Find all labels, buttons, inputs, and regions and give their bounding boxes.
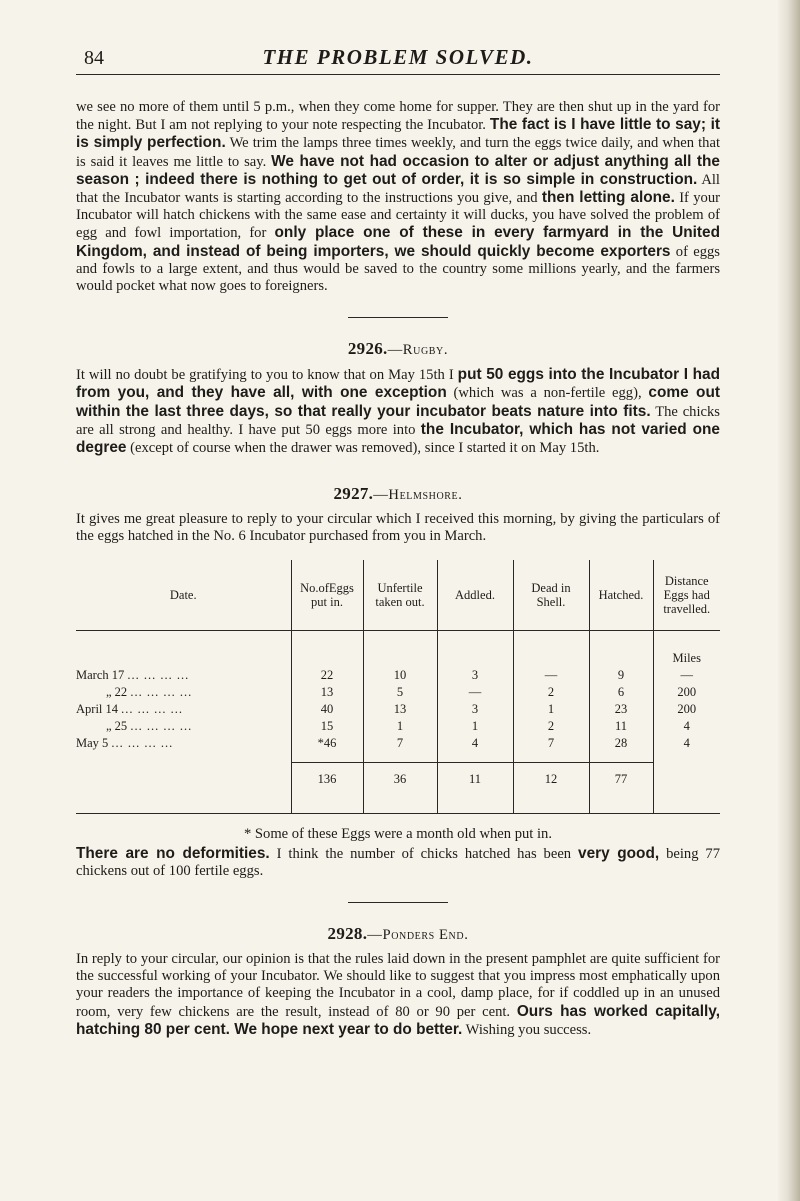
cell-dead: 2 — [513, 718, 589, 735]
cell-hatched: 23 — [589, 701, 653, 718]
paragraph-deformities — [76, 845, 720, 880]
cell-unfertile: 7 — [363, 735, 437, 752]
col-header-eggs: No.ofEggs put in. — [291, 560, 363, 631]
cell-addled: — — [437, 684, 513, 701]
letter-place: —Ponders End. — [367, 927, 469, 944]
table-row — [76, 718, 720, 735]
letter-number: 2928. — [327, 924, 368, 944]
col-header-hatched: Hatched. — [589, 560, 653, 631]
cell-unfertile: 10 — [363, 667, 437, 684]
cell-unfertile: 5 — [363, 684, 437, 701]
cell-hatched: 11 — [589, 718, 653, 735]
total-dead: 12 — [513, 762, 589, 813]
text-run: (which was a non-fertile egg), — [446, 385, 649, 402]
cell-date: „ 22 — [106, 684, 128, 699]
running-title: THE PROBLEM SOLVED. — [262, 45, 534, 69]
separator-rule — [348, 902, 448, 903]
cell-date: „ 25 — [106, 718, 128, 733]
page-header — [76, 44, 720, 75]
page-number: 84 — [84, 47, 104, 69]
cell-dead: 7 — [513, 735, 589, 752]
text-run: of eggs and fowls to a large extent, and thus would be saved to the country some millions yearly, and the farmers would pocket what now goes to foreigners. — [76, 243, 720, 295]
cell-distance: — — [653, 667, 720, 684]
cell-date: April 14 — [76, 701, 119, 716]
letter-heading-2927 — [76, 484, 720, 504]
units-row — [76, 630, 720, 667]
letter-place: —Rugby. — [387, 342, 449, 359]
page-edge-shadow — [778, 0, 800, 1201]
text-run: It will no doubt be gratifying to you to know that on May 15th I — [76, 367, 458, 384]
letter-2926-body — [76, 366, 720, 457]
paragraph-continued — [76, 99, 720, 295]
text-run: In reply to your circular, our opinion is that the rules laid down in the present pamphlet are quite sufficient for the successful working of your Incubator. We should like to suggest that you impress most emphatically upon your readers the importance of keeping the Incubator in a cool, damp place, for if coddled up in an unused room, very few chickens are the result, instead of 80 or 90 per cent. — [76, 951, 720, 1020]
cell-hatched: 6 — [589, 684, 653, 701]
cell-distance: 4 — [653, 718, 720, 735]
table-row — [76, 684, 720, 701]
cell-eggs: *46 — [291, 735, 363, 752]
leader-dots: ... ... ... ... — [121, 701, 184, 716]
bold-run: Ours has worked capitally, hatching 80 per cent. We hope next year to do better. — [76, 1002, 720, 1038]
cell-hatched: 28 — [589, 735, 653, 752]
cell-addled: 3 — [437, 667, 513, 684]
letter-heading-2928 — [76, 924, 720, 944]
text-run: (except of course when the drawer was removed), since I started it on May 15th. — [126, 440, 600, 457]
bold-run: only place one of these in every farmyard in the United Kingdom, and instead of being importers, we should quickly become exporters — [76, 224, 720, 260]
letter-heading-2926 — [76, 339, 720, 359]
col-header-dead: Dead in Shell. — [513, 560, 589, 631]
letter-place: —Helmshore. — [373, 487, 463, 504]
cell-date: March 17 — [76, 667, 125, 682]
col-header-addled: Addled. — [437, 560, 513, 631]
separator-rule — [348, 317, 448, 318]
table-row — [76, 667, 720, 684]
totals-row — [76, 762, 720, 813]
total-eggs: 136 — [291, 762, 363, 813]
letter-number: 2927. — [333, 484, 374, 504]
letter-2928-body — [76, 951, 720, 1039]
cell-dead: 2 — [513, 684, 589, 701]
col-header-distance: Distance Eggs had travelled. — [653, 560, 720, 631]
cell-addled: 4 — [437, 735, 513, 752]
total-addled: 11 — [437, 762, 513, 813]
col-header-date: Date. — [76, 560, 291, 631]
leader-dots: ... ... ... ... — [130, 684, 193, 699]
total-hatched: 77 — [589, 762, 653, 813]
text-run: We trim the lamps three times weekly, and turn the eggs twice daily, and when that is said it leaves me little to say. — [76, 135, 720, 170]
cell-distance: 200 — [653, 684, 720, 701]
text-run: If your Incubator will hatch chickens with the same ease and certainty it will ducks, you have solved the problem of egg and fowl importation, for — [76, 190, 720, 242]
text-run: we see no more of them until 5 p.m., when they come home for supper. They are then shut up in the yard for the night. But I am not replying to your note respecting the Incubator. — [76, 99, 720, 134]
letter-number: 2926. — [347, 339, 388, 359]
bold-run: The fact is I have little to say; it is simply perfection. — [76, 116, 720, 152]
cell-unfertile: 1 — [363, 718, 437, 735]
table-header-row — [76, 560, 720, 631]
text-run: All that the Incubator wants is starting according to the instructions you give, and — [76, 171, 720, 207]
bold-run: come out within the last three days, so that really your incubator beats nature into fits. — [76, 384, 720, 420]
bold-run: very good, — [578, 844, 660, 862]
cell-addled: 1 — [437, 718, 513, 735]
text-run: Wishing you success. — [462, 1021, 592, 1038]
text-run: I think the number of chicks hatched has been — [269, 845, 579, 862]
cell-date: May 5 — [76, 735, 109, 750]
col-header-unfertile: Unfertile taken out. — [363, 560, 437, 631]
cell-dead: 1 — [513, 701, 589, 718]
text-run: The chicks are all strong and healthy. I have put 50 eggs more into — [76, 403, 720, 438]
cell-distance: 4 — [653, 735, 720, 752]
total-unfertile: 36 — [363, 762, 437, 813]
letter-2927-body: It gives me great pleasure to reply to your circular which I received this morning, by giving the particulars of the eggs hatched in the No. 6 Incubator purchased from you in March. — [76, 511, 720, 545]
text-run: being 77 chickens out of 100 fertile eggs. — [76, 845, 721, 879]
cell-eggs: 15 — [291, 718, 363, 735]
hatching-table — [76, 560, 720, 814]
cell-distance: 200 — [653, 701, 720, 718]
leader-dots: ... ... ... ... — [130, 718, 193, 733]
cell-addled: 3 — [437, 701, 513, 718]
bold-run: There are no deformities. — [76, 844, 270, 862]
cell-eggs: 40 — [291, 701, 363, 718]
table-footnote: * Some of these Eggs were a month old when put in. — [243, 825, 553, 842]
leader-dots: ... ... ... ... — [127, 667, 190, 682]
book-page — [76, 44, 720, 1039]
cell-dead: — — [513, 667, 589, 684]
table-row — [76, 701, 720, 718]
cell-eggs: 13 — [291, 684, 363, 701]
cell-eggs: 22 — [291, 667, 363, 684]
bold-run: then letting alone. — [541, 189, 675, 207]
cell-unfertile: 13 — [363, 701, 437, 718]
table-row — [76, 735, 720, 752]
bold-run: We have not had occasion to alter or adjust anything all the season ; indeed there is nothing to get out of order, it is so simple in construction. — [76, 152, 720, 188]
leader-dots: ... ... ... ... — [111, 735, 174, 750]
bold-run: put 50 eggs into the Incubator I had from you, and they have all, with one exception — [76, 366, 720, 402]
units-label: Miles — [653, 630, 720, 667]
cell-hatched: 9 — [589, 667, 653, 684]
bold-run: the Incubator, which has not varied one degree — [76, 420, 720, 457]
